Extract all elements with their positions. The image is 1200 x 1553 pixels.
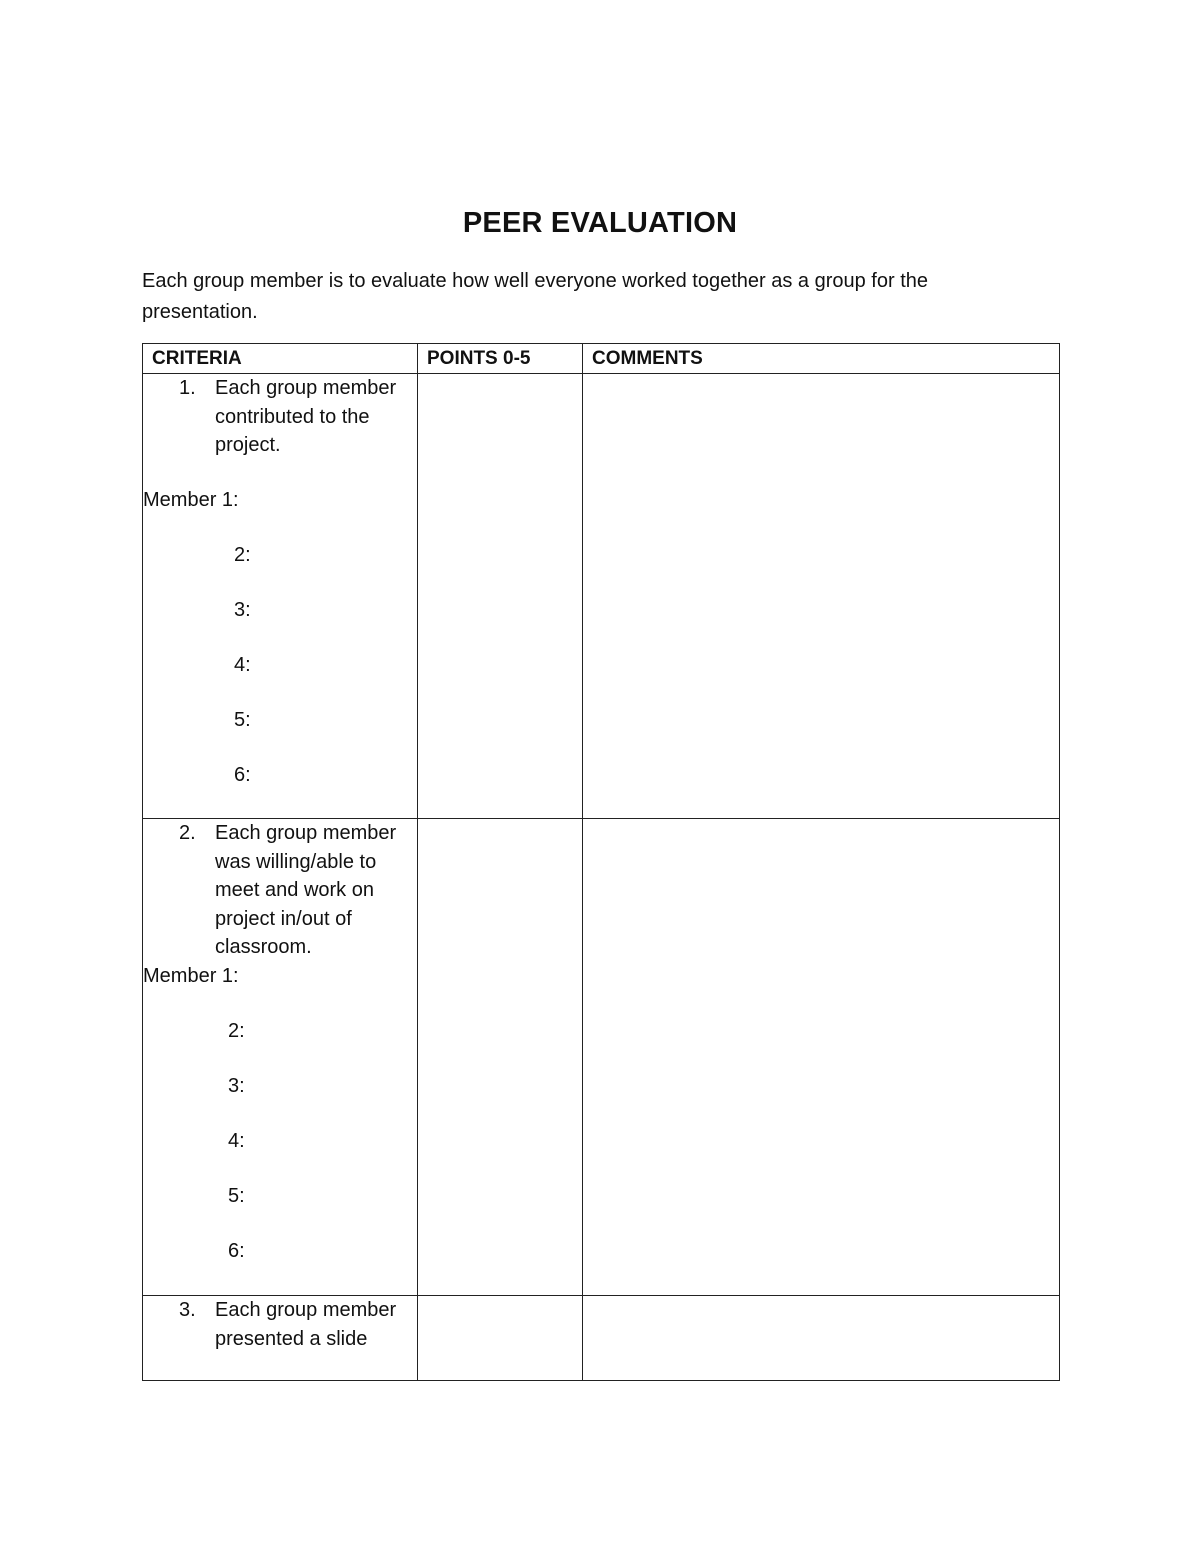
member-label: Member 1:: [143, 488, 239, 511]
comments-cell[interactable]: [583, 1296, 1060, 1381]
member-number: 2:: [234, 543, 251, 566]
member-number: 2:: [228, 1019, 245, 1042]
criteria-item: [143, 1296, 417, 1353]
criteria-cell: [143, 1296, 418, 1381]
member-number: 3:: [234, 598, 251, 621]
criteria-cell: [143, 819, 418, 1296]
table-row: [143, 1296, 1060, 1381]
criteria-number: 1.: [179, 377, 196, 399]
member-number: 3:: [228, 1074, 245, 1097]
page-title: PEER EVALUATION: [462, 207, 738, 239]
member-number: 6:: [228, 1239, 245, 1262]
member-number: 4:: [234, 653, 251, 676]
member-number: 4:: [228, 1129, 245, 1152]
criteria-text: Each group member presented a slide: [215, 1299, 397, 1350]
member-label: Member 1:: [143, 964, 239, 987]
criteria-text: Each group member contributed to the project.: [215, 377, 397, 457]
member-number: 5:: [234, 708, 251, 731]
comments-cell[interactable]: [583, 819, 1060, 1296]
criteria-item: [143, 819, 417, 962]
criteria-text: Each group member was willing/able to meet and work on project in/out of classroom.: [215, 822, 397, 959]
points-cell[interactable]: [418, 374, 583, 819]
table-row: [143, 374, 1060, 819]
points-cell[interactable]: [418, 819, 583, 1296]
criteria-item: [143, 374, 417, 460]
intro-paragraph: Each group member is to evaluate how well everyone worked together as a group for the presentation.: [142, 270, 928, 323]
criteria-number: 3.: [179, 1299, 196, 1321]
table-header-row: [143, 344, 1060, 374]
evaluation-table: [142, 343, 1060, 1381]
criteria-cell: [143, 374, 418, 819]
table-row: [143, 819, 1060, 1296]
member-number: 6:: [234, 763, 251, 786]
header-criteria: CRITERIA: [143, 344, 418, 374]
points-cell[interactable]: [418, 1296, 583, 1381]
member-number: 5:: [228, 1184, 245, 1207]
criteria-number: 2.: [179, 822, 196, 844]
header-comments: COMMENTS: [583, 344, 1060, 374]
comments-cell[interactable]: [583, 374, 1060, 819]
header-points: POINTS 0-5: [418, 344, 583, 374]
